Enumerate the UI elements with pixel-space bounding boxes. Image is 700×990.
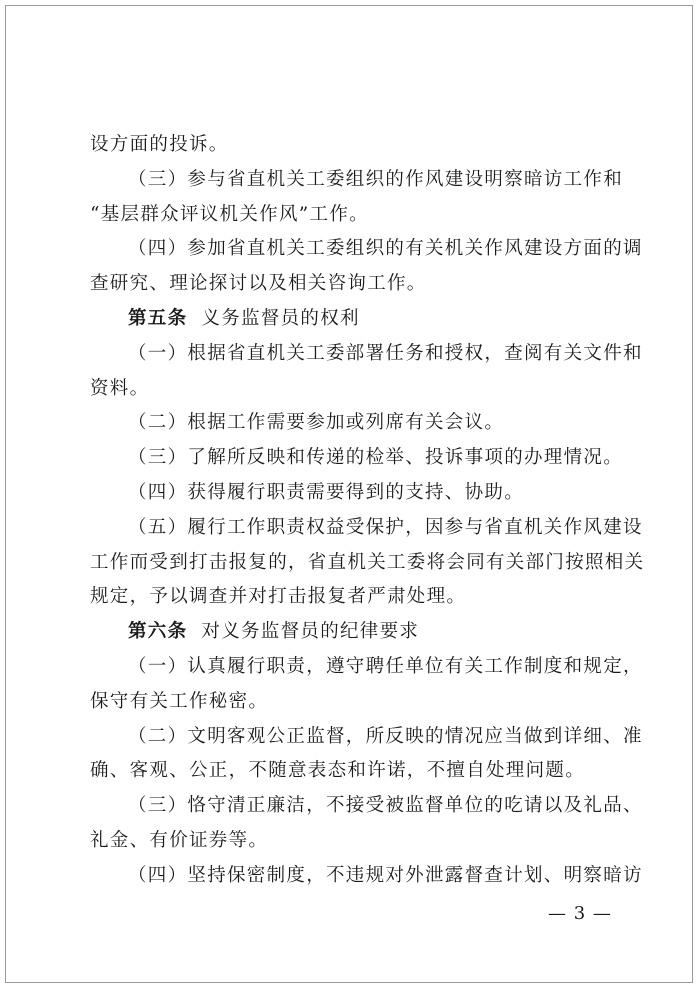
document-body [90, 128, 645, 894]
paragraph-line: 保守有关工作秘密。 [90, 690, 269, 712]
article-label: 第五条 [128, 307, 188, 329]
paragraph-line: 礼金、有价证券等。 [90, 829, 269, 851]
article-heading [90, 302, 618, 337]
article-title: 义务监督员的权利 [201, 307, 360, 329]
paragraph-line: 查研究、理论探讨以及相关咨询工作。 [90, 273, 427, 295]
paragraph-line: （一）认真履行职责，遵守聘任单位有关工作制度和规定， [128, 655, 643, 677]
paragraph-line: 资料。 [90, 377, 150, 399]
paragraph-line: （二）根据工作需要参加或列席有关会议。 [128, 412, 505, 434]
paragraph-line: “基层群众评议机关作风”工作。 [90, 203, 369, 225]
paragraph-line: （四）获得履行职责需要得到的支持、协助。 [128, 481, 525, 503]
page-number: — 3 — [548, 903, 612, 924]
article-label: 第六条 [128, 621, 188, 643]
paragraph-line: 确、客观、公正，不随意表态和许诺，不擅自处理问题。 [90, 760, 586, 782]
paragraph-line: （四）坚持保密制度，不违规对外泄露督查计划、明察暗访 [128, 864, 643, 886]
article-heading [90, 615, 618, 650]
paragraph-line: 规定，予以调查并对打击报复者严肃处理。 [90, 586, 467, 608]
paragraph-line: 工作而受到打击报复的，省直机关工委将会同有关部门按照相关 [90, 551, 645, 573]
paragraph-line: （一）根据省直机关工委部署任务和授权，查阅有关文件和 [128, 342, 643, 364]
paragraph-line: （四）参加省直机关工委组织的有关机关作风建设方面的调 [128, 238, 643, 260]
paragraph-line: （二）文明客观公正监督，所反映的情况应当做到详细、准 [128, 725, 643, 747]
paragraph-line: （五）履行工作职责权益受保护，因参与省直机关作风建设 [128, 516, 643, 538]
paragraph-line: （三）参与省直机关工委组织的作风建设明察暗访工作和 [128, 168, 624, 190]
paragraph-line: （三）恪守清正廉洁，不接受被监督单位的吃请以及礼品、 [128, 795, 643, 817]
article-title: 对义务监督员的纪律要求 [201, 621, 420, 643]
paragraph-line: （三）了解所反映和传递的检举、投诉事项的办理情况。 [128, 447, 624, 469]
paragraph-line: 设方面的投诉。 [90, 134, 229, 155]
